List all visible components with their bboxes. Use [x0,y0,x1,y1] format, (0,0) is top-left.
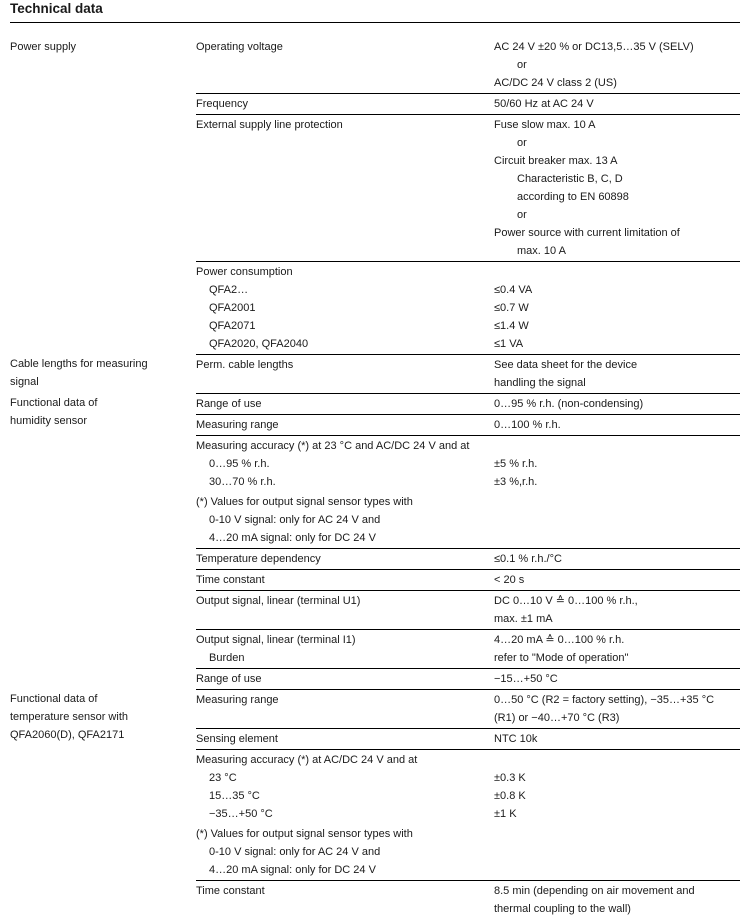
parameter-text [196,152,494,170]
table-row [196,880,740,919]
row-line [196,335,740,353]
section [0,37,750,354]
value-text: 0…100 % r.h. [494,419,561,431]
parameter-text: Range of use [196,673,262,685]
value-text: AC 24 V ±20 % or DC13,5…35 V (SELV) [494,41,694,53]
value-text [494,511,740,529]
value-text: ±5 % r.h. [494,458,538,470]
technical-data-table [0,37,750,919]
page-title: Technical data [10,1,103,16]
row-line [196,670,740,688]
value-text: < 20 s [494,574,525,586]
row-line [196,610,740,628]
value-text: ≤0.1 % r.h./°C [494,553,562,565]
row-line [196,416,740,434]
value-text: Circuit breaker max. 13 A [494,155,618,167]
row-line [196,493,740,511]
title-divider [10,22,740,23]
value-text [494,861,740,879]
value-text: −15…+50 °C [494,673,558,685]
row-line [196,843,740,861]
row-line [196,529,740,547]
row-line [196,550,740,568]
row-line [196,317,740,335]
section-label-line: Power supply [10,41,77,53]
parameter-text: −35…+50 °C [209,808,273,820]
parameter-text: 0-10 V signal: only for AC 24 V and [209,846,381,858]
row-line [196,631,740,649]
row-line [196,592,740,610]
parameter-text: Temperature dependency [196,553,321,565]
table-row [196,354,740,393]
row-line [196,263,740,281]
row-line [196,787,740,805]
parameter-text [196,242,494,260]
row-line [196,473,740,491]
parameter-text: 4…20 mA signal: only for DC 24 V [209,864,376,876]
value-text: max. ±1 mA [494,613,553,625]
value-text: ≤1 VA [494,338,524,350]
row-line [196,437,740,455]
row-line [196,38,740,56]
value-text: ≤0.7 W [494,302,529,314]
parameter-text [196,56,494,74]
row-line [196,825,740,843]
parameter-text: QFA2020, QFA2040 [209,338,309,350]
parameter-text: (*) Values for output signal sensor types with [196,828,413,840]
row-line [196,356,740,374]
parameter-text [196,134,494,152]
parameter-text: Perm. cable lengths [196,359,294,371]
parameter-text: Range of use [196,398,262,410]
value-text: ≤0.4 VA [494,284,533,296]
value-text: or [517,209,527,221]
row-line [196,751,740,769]
parameter-text: Output signal, linear (terminal I1) [196,634,356,646]
parameter-text: Burden [209,652,245,664]
parameter-text: Measuring accuracy (*) at AC/DC 24 V and at [196,754,418,766]
section-label [10,690,190,744]
table-row [196,37,740,93]
parameter-text: External supply line protection [196,119,343,131]
parameter-text [196,900,494,918]
section-label-line: signal [10,376,39,388]
row-line [196,455,740,473]
row-line [196,769,740,787]
parameter-text: Output signal, linear (terminal U1) [196,595,361,607]
value-text: or [517,59,527,71]
section-label-line: QFA2060(D), QFA2171 [10,729,125,741]
value-text [494,529,740,547]
section-label [10,355,190,391]
value-text: 8.5 min (depending on air movement and [494,885,695,897]
value-text [494,843,740,861]
table-row [196,548,740,569]
parameter-text [196,709,494,727]
parameter-text: Sensing element [196,733,278,745]
section [0,689,750,919]
parameter-text: 4…20 mA signal: only for DC 24 V [209,532,376,544]
value-text: 0…50 °C (R2 = factory setting), −35…+35 °C [494,694,715,706]
table-row [196,668,740,689]
parameter-text: QFA2071 [209,320,256,332]
value-text: max. 10 A [517,245,566,257]
value-text: thermal coupling to the wall) [494,903,631,915]
table-row [196,689,740,728]
parameter-text: Measuring accuracy (*) at 23 °C and AC/DC 24 V and at [196,440,470,452]
row-line [196,299,740,317]
value-text: Characteristic B, C, D [517,173,623,185]
row-line [196,152,740,170]
value-text [494,825,740,843]
table-row [196,590,740,629]
section [0,393,750,689]
row-line [196,571,740,589]
section-label-line: Cable lengths for measuring [10,358,148,370]
row-line [196,649,740,667]
parameter-text: 30…70 % r.h. [209,476,276,488]
section-label-line: temperature sensor with [10,711,128,723]
table-row [196,414,740,435]
value-text: ±1 K [494,808,517,820]
section-label-line: Functional data of [10,693,98,705]
parameter-text [196,206,494,224]
parameter-text: 0-10 V signal: only for AC 24 V and [209,514,381,526]
table-row [196,749,740,880]
row-line [196,74,740,92]
row-line [196,374,740,392]
value-text: 4…20 mA ≙ 0…100 % r.h. [494,634,625,646]
value-text: See data sheet for the device [494,359,638,371]
row-line [196,242,740,260]
value-text: ±0.8 K [494,790,526,802]
value-text [494,263,740,281]
section-label-line: Functional data of [10,397,98,409]
table-row [196,93,740,114]
row-line [196,224,740,242]
value-text: ≤1.4 W [494,320,529,332]
value-text [494,751,740,769]
row-line [196,900,740,918]
value-text: ±3 %,r.h. [494,476,538,488]
section-label [10,394,190,430]
value-text: 0…95 % r.h. (non-condensing) [494,398,644,410]
row-line [196,188,740,206]
row-line [196,95,740,113]
row-line [196,395,740,413]
value-text: DC 0…10 V ≙ 0…100 % r.h., [494,595,638,607]
row-line [196,709,740,727]
table-row [196,629,740,668]
parameter-text: Time constant [196,574,265,586]
parameter-text [196,610,494,628]
value-text: NTC 10k [494,733,538,745]
value-text: Power source with current limitation of [494,227,680,239]
parameter-text: 23 °C [209,772,237,784]
row-line [196,882,740,900]
value-text: AC/DC 24 V class 2 (US) [494,77,617,89]
row-line [196,691,740,709]
parameter-text: 15…35 °C [209,790,260,802]
row-line [196,511,740,529]
value-text [494,437,740,455]
row-line [196,805,740,823]
parameter-text: Measuring range [196,694,279,706]
row-line [196,56,740,74]
value-text: ±0.3 K [494,772,526,784]
parameter-text [196,188,494,206]
value-text: handling the signal [494,377,586,389]
parameter-text [196,224,494,242]
value-text: according to EN 60898 [517,191,629,203]
table-row [196,435,740,548]
parameter-text: 0…95 % r.h. [209,458,270,470]
parameter-text [196,74,494,92]
parameter-text: QFA2001 [209,302,256,314]
value-text: or [517,137,527,149]
table-row [196,261,740,354]
parameter-text: Measuring range [196,419,279,431]
value-text [494,493,740,511]
row-line [196,861,740,879]
row-line [196,134,740,152]
row-line [196,281,740,299]
parameter-text: QFA2… [209,284,249,296]
parameter-text: (*) Values for output signal sensor types with [196,496,413,508]
value-text: (R1) or −40…+70 °C (R3) [494,712,620,724]
parameter-text: Power consumption [196,266,293,278]
value-text: refer to "Mode of operation" [494,652,629,664]
table-row [196,114,740,261]
value-text: Fuse slow max. 10 A [494,119,596,131]
section-label-line: humidity sensor [10,415,88,427]
section-label [10,38,190,56]
table-row [196,393,740,414]
parameter-text: Frequency [196,98,248,110]
table-row [196,569,740,590]
table-row [196,728,740,749]
parameter-text: Operating voltage [196,41,283,53]
row-line [196,730,740,748]
parameter-text [196,170,494,188]
parameter-text: Time constant [196,885,265,897]
parameter-text [196,374,494,392]
section [0,354,750,393]
value-text: 50/60 Hz at AC 24 V [494,98,594,110]
row-line [196,170,740,188]
row-line [196,206,740,224]
row-line [196,116,740,134]
